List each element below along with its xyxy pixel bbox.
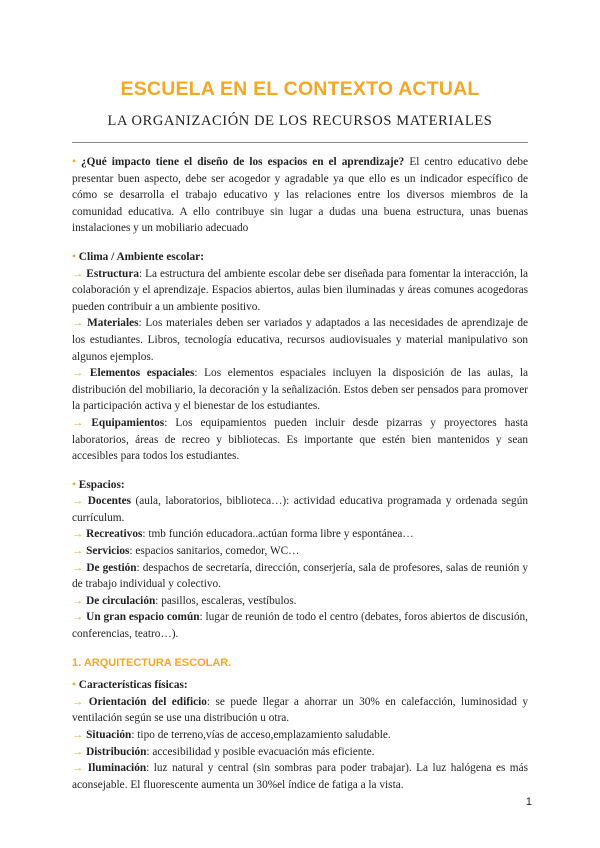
arrow-icon: → <box>72 528 87 541</box>
arquitectura-item <box>72 760 528 793</box>
clima-item-term: Materiales <box>87 317 139 330</box>
arrow-icon: → <box>72 729 87 741</box>
clima-item-term: Elementos espaciales <box>89 367 195 380</box>
arquitectura-item-text: : luz natural y central (sin sombras para poder trabajar). La luz halógena es más aconsejable. El fluorescente aumenta un 30%el índice de fatiga a la vista. <box>72 762 529 791</box>
arquitectura-item-text: : se puede llegar a ahorrar un 30% en calefacción, luminosidad y ventilación según se use una distribución u otra. <box>72 695 528 725</box>
arquitectura-item-term: Orientación del edificio <box>88 695 207 708</box>
espacios-item-text: : espacios sanitarios, comedor, WC… <box>129 545 300 558</box>
arrow-icon: → <box>72 762 88 775</box>
espacios-heading-text: Espacios: <box>78 478 125 491</box>
arquitectura-item-term: Iluminación <box>87 762 147 775</box>
arrow-icon: → <box>72 495 88 508</box>
bullet-icon: • <box>72 156 82 168</box>
arquitectura-subheading-text: Características físicas: <box>78 679 188 692</box>
espacios-item <box>72 543 528 560</box>
clima-item-text: : La estructura del ambiente escolar debe ser diseñada para fomentar la interacción, la colaboración y el aprendizaje. Espacios abiertos, aulas bien iluminadas y áreas comunes acogedoras pueden contribuir a un ambiente positivo. <box>72 267 528 313</box>
clima-heading-text: Clima / Ambiente escolar: <box>78 250 204 263</box>
arrow-icon: → <box>72 611 87 624</box>
bullet-icon: • <box>72 250 79 263</box>
espacios-item-text: : pasillos, escaleras, vestíbulos. <box>155 594 297 607</box>
clima-item-text: : Los equipamientos pueden incluir desde pizarras y proyectores hasta laboratorios, áreas de recreo y bibliotecas. Es importante que estén bien mantenidos y sean accesibles para todos los estudiantes. <box>72 416 528 463</box>
espacios-heading <box>72 477 528 494</box>
clima-item <box>72 266 528 316</box>
espacios-item <box>72 609 528 642</box>
document-body <box>72 154 528 793</box>
espacios-item-term: Un gran espacio común <box>86 611 200 624</box>
arrow-icon: → <box>72 267 87 280</box>
espacios-item-term: Recreativos <box>86 528 143 541</box>
espacios-item-text: : despachos de secretaría, dirección, conserjería, sala de profesores, salas de reunión y de trabajo individual y colectivo. <box>72 561 529 591</box>
clima-item-term: Estructura <box>86 267 139 280</box>
arquitectura-heading: 1. ARQUITECTURA ESCOLAR. <box>72 656 232 669</box>
clima-item-text: : Los elementos espaciales incluyen la disposición de las aulas, la distribución del mobiliario, la decoración y la señalización. Estos deben ser pensados para promover la participación activa y el bienestar de los estudiantes. <box>72 367 528 413</box>
bullet-icon: • <box>72 679 79 692</box>
espacios-item-term: De circulación <box>86 594 156 607</box>
arquitectura-item-text: : tipo de terreno,vías de acceso,emplazamiento saludable. <box>131 729 391 741</box>
intro-question: ¿Qué impacto tiene el diseño de los espacios en el aprendizaje? <box>81 156 405 168</box>
arquitectura-item <box>72 727 528 744</box>
clima-heading <box>72 249 528 266</box>
espacios-item <box>72 560 528 593</box>
bullet-icon: • <box>72 478 79 491</box>
intro-text: El centro educativo debe presentar buen aspecto, debe ser acogedor y agradable ya que ello es un indicador específico de cómo se desarrolla el trabajo educativo y las relaciones entre los diversos miembros de la comunidad educativa. A ello contribuye sin lugar a dudas una buena estructura, unas buenas instalaciones y un mobiliario adecuado <box>72 156 528 235</box>
espacios-item <box>72 493 528 526</box>
arquitectura-item-term: Situación <box>86 729 132 741</box>
arrow-icon: → <box>72 594 87 607</box>
espacios-item-text: (aula, laboratorios, biblioteca…): actividad educativa programada y ordenada según currículum. <box>72 495 529 524</box>
espacios-item-term: Servicios <box>86 545 130 558</box>
arquitectura-item-text: : accesibilidad y posible evacuación más eficiente. <box>146 745 375 758</box>
arrow-icon: → <box>72 416 92 429</box>
espacios-item-text: : tmb función educadora..actúan forma libre y espontánea… <box>142 528 414 541</box>
arrow-icon: → <box>72 561 87 574</box>
clima-item <box>72 315 528 365</box>
clima-item <box>72 365 528 415</box>
arquitectura-item <box>72 744 528 761</box>
arrow-icon: → <box>72 545 87 558</box>
arrow-icon: → <box>72 317 88 330</box>
page-title: ESCUELA EN EL CONTEXTO ACTUAL <box>120 78 480 100</box>
arrow-icon: → <box>72 367 90 380</box>
title-divider <box>72 142 528 143</box>
clima-item <box>72 415 528 465</box>
espacios-item-text: : lugar de reunión de todo el centro (debates, foros abiertos de discusión, conferencias, teatro…). <box>72 611 528 641</box>
arrow-icon: → <box>72 745 87 758</box>
espacios-item <box>72 526 528 543</box>
espacios-item-term: Docentes <box>87 495 132 508</box>
clima-item-text: : Los materiales deben ser variados y adaptados a las necesidades de aprendizaje de los estudiantes. Libros, tecnología educativa, recursos audiovisuales y material manipulativo son algunos ejemplos. <box>72 317 529 363</box>
intro-paragraph <box>72 154 528 237</box>
page-subtitle: LA ORGANIZACIÓN DE LOS RECURSOS MATERIALES <box>107 113 493 129</box>
arquitectura-subheading <box>72 677 528 694</box>
espacios-item-term: De gestión <box>86 561 137 574</box>
clima-item-term: Equipamientos <box>91 416 165 429</box>
arquitectura-item <box>72 694 528 727</box>
page-number: 1 <box>525 796 532 808</box>
arrow-icon: → <box>72 695 89 708</box>
arquitectura-item-term: Distribución <box>86 745 147 758</box>
espacios-item <box>72 593 528 610</box>
